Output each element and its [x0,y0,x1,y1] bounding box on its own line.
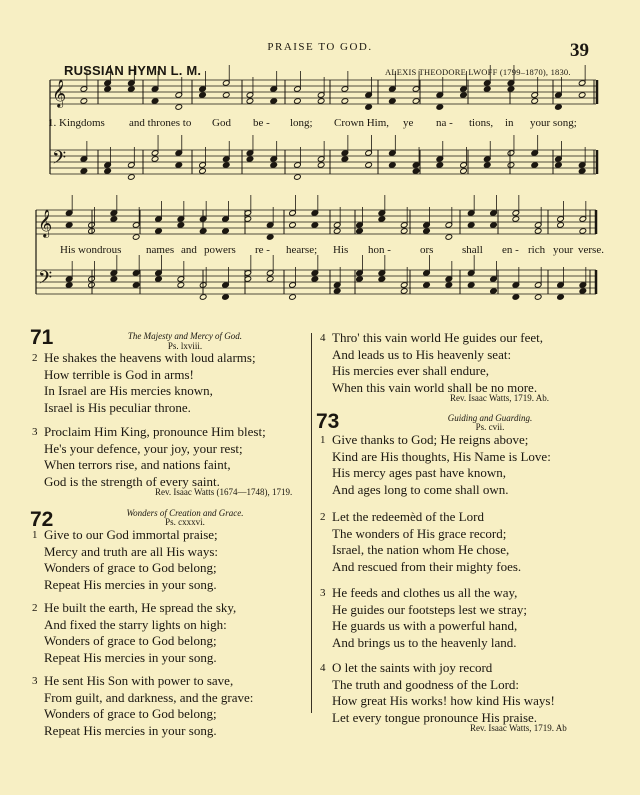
note-head [270,98,278,105]
note-head [104,168,112,175]
hymn-73-stanza-3 [320,585,527,651]
verse-line: Let every tongue pronounce His praise. [332,709,538,725]
note-head [400,228,408,235]
verse-line: He shakes the heavens with loud alarms; [44,350,256,365]
note-head [199,228,207,235]
verse-line: And brings us to the heavenly land. [332,634,517,650]
note-head [132,282,140,289]
note-head [266,276,274,283]
tune-name: RUSSIAN HYMN L. M. [64,63,202,78]
hymn-73-stanza-1 [320,432,551,498]
hymn-71-stanza-3 [32,424,266,490]
lyric-syllable: ors [420,244,434,256]
note-head [423,282,431,289]
verse-line: Repeat His mercies in your song. [44,722,217,738]
note-head [579,288,587,295]
note-head [534,294,542,301]
note-head [412,168,420,175]
hymn-73-number: 73 [316,410,340,433]
verse-line: He built the earth, He spread the sky, [44,600,237,615]
verse-line: Give to our God immortal praise; [44,527,218,542]
verse-line: Israel, the nation whom He chose, [332,542,510,557]
note-head [65,222,73,229]
lyric-syllable: and thrones to [129,117,192,129]
hymn-71-psalm: Ps. lxviii. [167,341,203,351]
note-head [490,288,498,295]
note-head [460,168,468,175]
stanza-number: 3 [32,675,38,687]
note-head [365,162,373,169]
note-head [317,162,325,169]
verse-line: Mercy and truth are all His ways: [44,543,219,559]
verse-line: When terrors rise, and nations faint, [44,457,231,472]
note-head [294,98,302,105]
lyric-syllable: powers [204,244,236,256]
hymn-73-psalm: Ps. cvii. [475,422,505,432]
note-head [356,276,364,283]
stanza-number: 2 [32,602,38,614]
note-head [222,228,230,235]
composer-credit: ALEXIS THEODORE LWOFF (1799–1870), 1830. [385,67,571,77]
verse-line: Wonders of grace to God belong; [44,633,217,648]
lyric-syllable: in [505,117,514,129]
note-head [490,222,498,229]
note-head [289,222,297,229]
note-head [246,156,254,163]
note-head [294,174,302,181]
lyric-syllable: tions, [469,117,494,129]
note-head [333,228,341,235]
verse-line: Give thanks to God; He reigns above; [332,432,529,447]
verse-line: Thro' this vain world He guides our feet, [332,330,544,345]
note-head [512,216,520,223]
note-head [389,162,397,169]
hymn-73-attribution: Rev. Isaac Watts, 1719. Ab [470,723,567,733]
note-head [199,168,207,175]
note-head [483,86,491,93]
note-head [246,98,254,105]
note-head [311,222,319,229]
note-head [507,86,515,93]
hymn-72-psalm: Ps. cxxxvi. [165,517,205,527]
lyric-syllable: His [333,244,349,256]
lyric-syllable: Crown Him, [334,117,389,129]
note-head [175,104,183,111]
hymn-72-attribution: Rev. Isaac Watts, 1719. Ab. [450,393,550,403]
note-head [341,98,349,105]
note-head [378,276,386,283]
verse-line: And leads us to His heavenly seat: [332,346,512,362]
verse-line: And rescued from their mighty foes. [332,558,522,574]
lyric-syllable: your [553,244,574,256]
note-head [460,92,468,99]
lyric-syllable: verse. [578,244,604,256]
note-head [132,234,140,241]
lyric-syllable: re - [255,244,270,256]
note-head [555,104,563,111]
verse-line: Wonders of grace to God belong; [44,560,217,575]
treble-clef: 𝄞 [52,79,67,107]
note-head [512,294,520,301]
verse-line: Proclaim Him King, pronounce Him blest; [44,424,266,439]
note-head [199,294,207,301]
verse-line: When this vain world shall be no more. [332,379,538,395]
verse-line: From guilt, and darkness, and the grave: [44,689,254,705]
note-head [531,162,539,169]
verse-line: The wonders of His grace record; [332,525,507,541]
verse-line: His mercies ever shall endure, [332,363,490,378]
note-head [155,276,163,283]
note-head [578,92,586,99]
stanza-number: 3 [32,426,38,438]
verse-line: He guides our footsteps lest we stray; [332,601,527,617]
verse-line: His mercy ages past have known, [332,465,507,480]
stanza-number: 1 [32,529,38,541]
stanza-number: 1 [320,434,326,446]
note-head [507,162,515,169]
verse-line: Repeat His mercies in your song. [44,649,217,665]
stanza-number: 2 [32,352,38,364]
hymn-72-stanza-1 [32,527,219,593]
note-head [222,92,230,99]
note-head [356,228,364,235]
lyric-syllable: 1. Kingdoms [48,117,105,129]
note-head [365,104,373,111]
hymn-72-number: 72 [30,508,54,531]
note-head [177,282,185,289]
lyric-syllable: your song; [530,117,577,129]
note-head [266,234,274,241]
note-head [378,216,386,223]
note-head [110,276,118,283]
verse-line: O let the saints with joy record [332,660,493,675]
note-head [445,234,453,241]
hymn-72-stanza-2 [32,600,237,666]
verse-line: He's your defence, your joy, your rest; [44,440,243,456]
note-head [578,168,586,175]
bass-clef: 𝄢 [38,268,53,293]
note-head [467,282,475,289]
note-head [555,162,563,169]
lyric-syllable: hon - [368,244,391,256]
note-head [128,86,136,93]
verse-line: Israel is His peculiar throne. [44,399,191,415]
note-head [531,98,539,105]
lyric-syllable: God [212,117,231,129]
verse-line: In Israel are His mercies known, [44,383,213,398]
note-head [333,288,341,295]
note-head [317,98,325,105]
verse-line: How terrible is God in arms! [44,366,194,382]
note-head [579,228,587,235]
note-head [110,216,118,223]
note-head [467,222,475,229]
column-divider [311,333,312,713]
note-head [436,104,444,111]
lyric-syllable: long; [290,117,313,129]
verse-line: And fixed the starry lights on high: [44,616,227,632]
treble-clef: 𝄞 [38,209,53,237]
stanza-number: 4 [320,332,326,344]
verse-line: Repeat His mercies in your song. [44,576,217,592]
note-head [199,92,207,99]
lyric-syllable: ye [403,117,414,129]
note-head [80,98,88,105]
note-head [155,228,163,235]
note-head [175,162,183,169]
note-head [436,162,444,169]
hymn-71-attribution: Rev. Isaac Watts (1674—1748), 1719. [155,487,293,497]
verse-line: God is the strength of every saint. [44,473,220,489]
note-head [222,162,230,169]
verse-line: Wonders of grace to God belong; [44,706,217,721]
hymn-71-stanza-2 [32,350,256,416]
note-head [151,156,159,163]
verse-line: Kind are His thoughts, His Name is Love: [332,448,551,464]
note-head [177,222,185,229]
lyric-syllable: hearse; [286,244,318,256]
hymn-72-title: Wonders of Creation and Grace. [126,508,244,518]
note-head [65,282,73,289]
lyric-syllable: rich [528,244,546,256]
lyric-syllable: and [181,244,197,256]
hymn-73-stanza-2 [320,509,522,575]
stanza-number: 3 [320,587,326,599]
note-head [557,294,565,301]
stanza-number: 4 [320,662,326,674]
hymn-73-title: Guiding and Guarding. [447,413,533,423]
lyric-syllable: His wondrous [60,244,122,256]
verse-line: How great His works! how kind His ways! [332,693,555,708]
note-head [534,228,542,235]
note-head [128,174,136,181]
stanza-number: 2 [320,511,326,523]
verse-line: The truth and goodness of the Lord: [332,676,520,692]
hymn-72-stanza-3 [32,673,254,739]
note-head [151,98,159,105]
verse-line: He sent His Son with power to save, [44,673,234,688]
page-header-title: PRAISE TO GOD. [267,41,373,53]
lyric-syllable: names [146,244,175,256]
note-head [289,294,297,301]
hymn-72-stanza-4 [320,330,544,396]
note-head [341,156,349,163]
verse-line: He guards us with a powerful hand, [332,618,518,633]
note-head [412,98,420,105]
hymn-71-title: The Majesty and Mercy of God. [127,331,243,341]
note-head [104,86,112,93]
note-head [400,288,408,295]
verse-line: Let the redeemèd of the Lord [332,509,484,524]
hymn-73-stanza-4 [320,660,555,726]
note-head [80,168,88,175]
lyric-syllable: na - [436,117,453,129]
note-head [557,222,565,229]
note-head [270,162,278,169]
verse-line: He feeds and clothes us all the way, [332,585,518,600]
note-head [445,282,453,289]
note-head [222,294,230,301]
page-number: 39 [570,40,589,61]
note-head [311,276,319,283]
music-score [0,0,640,310]
note-head [389,98,397,105]
bass-clef: 𝄢 [52,148,67,173]
verse-line: And ages long to come shall own. [332,481,509,497]
hymn-71-number: 71 [30,326,54,349]
lyric-syllable: shall [462,244,483,256]
note-head [423,228,431,235]
lyric-syllable: be - [253,117,270,129]
lyric-syllable: en - [502,244,519,256]
note-head [483,162,491,169]
